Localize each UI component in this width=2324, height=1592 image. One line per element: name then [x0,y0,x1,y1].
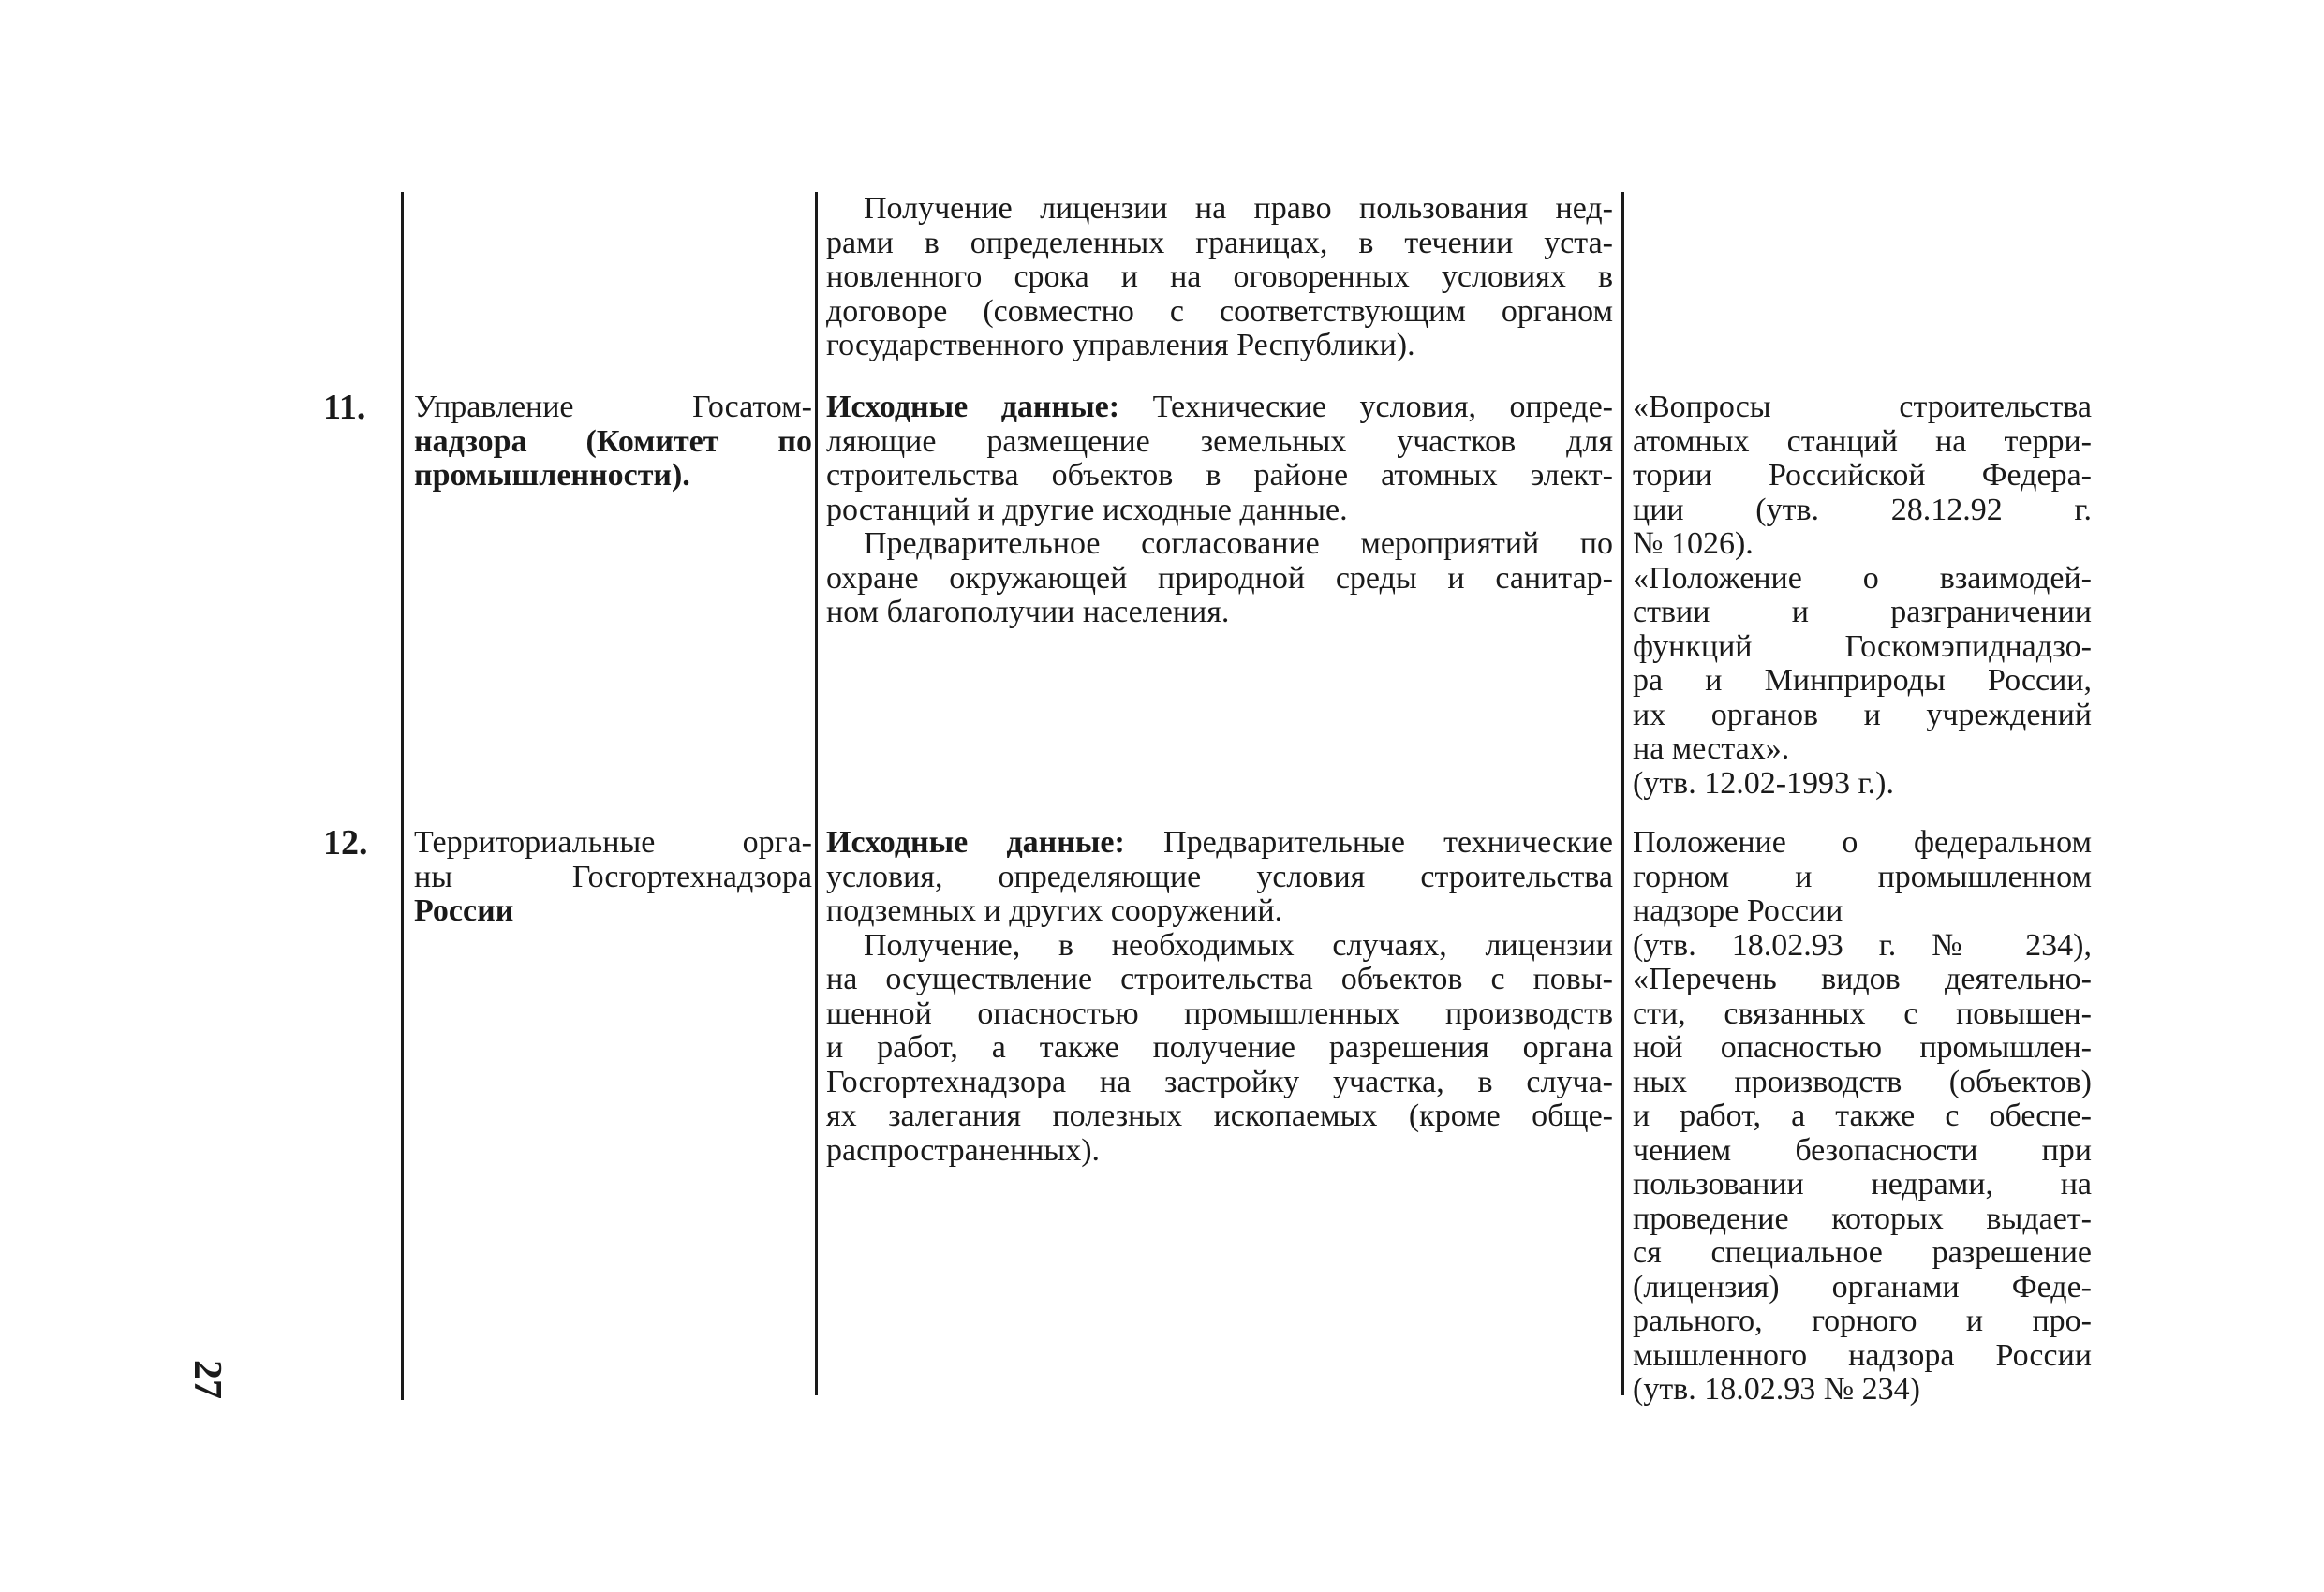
doc-line: пользовании недрами, на [1633,1167,2092,1201]
row-number: 11. [323,388,366,427]
doc-line: «Положение о взаимодей- [1633,560,2092,596]
organ-line: Управление Госатом- [414,390,812,424]
content-line [826,391,1613,425]
intro-paragraph [826,192,1613,363]
doc-line: их органов и учреждений [1633,697,2092,732]
doc-line: сти, связанных с повышен- [1633,995,2092,1031]
content-line: ном благополучии населения. [826,595,1230,629]
doc-line: № 1026). [1633,526,1754,561]
content-cell [826,391,1613,630]
column-rule-left [401,192,404,1400]
doc-line: «Перечень видов деятельно- [1633,962,2092,996]
doc-line: «Вопросы строительства [1633,390,2092,424]
row-number: 12. [323,823,368,862]
content-label: Исходные данные: [826,390,1120,424]
doc-line: (утв. 18.02.93 № 234) [1633,1372,1920,1407]
doc-line: ра и Минприроды России, [1633,663,2092,698]
doc-line: ся специальное разрешение [1633,1235,2092,1270]
doc-line: проведение которых выдает- [1633,1201,2092,1236]
content-line-text: Предварительные технические [1124,825,1613,860]
doc-line: ствии и разграничении [1633,595,2092,629]
organ-line: ны Госгортехнадзора [414,859,812,894]
organ-cell [414,826,812,929]
content-line: шенной опасностью промышленных производств [826,995,1613,1031]
doc-line: (утв. 18.02.93 г. № 234), [1633,927,2092,963]
page-number: 27 [185,1360,229,1399]
organ-line: России [414,893,514,928]
content-line: на осуществление строительства объектов с повы- [826,962,1613,996]
intro-line: новленного срока и на оговоренных условиях в [826,259,1613,294]
doc-line: атомных станций на терри- [1633,423,2092,459]
column-rule-middle [815,192,818,1395]
intro-line: рами в определенных границах, в течении уста- [826,225,1613,260]
doc-line: ции (утв. 28.12.92 г. [1633,492,2092,527]
content-line: строительства объектов в районе атомных элект- [826,458,1613,493]
doc-line: ных производств (объектов) [1633,1064,2092,1099]
doc-line: мышленного надзора России [1633,1337,2092,1373]
intro-line: Получение лицензии на право пользования нед- [864,191,1613,226]
doc-line: Положение о федеральном [1633,825,2092,860]
content-label: Исходные данные: [826,825,1125,860]
content-line: и работ, а также получение разрешения органа [826,1030,1613,1065]
intro-line: договоре (совместно с соответствующим органом [826,293,1613,329]
organ-line: Территориальные орга- [414,825,812,860]
intro-line: государственного управления Республики). [826,328,1415,362]
doc-line: (лицензия) органами Феде- [1633,1269,2092,1305]
doc-line: (утв. 12.02-1993 г.). [1633,765,1894,801]
content-line: подземных и других сооружений. [826,893,1283,928]
content-line: Получение, в необходимых случаях, лицензии [864,927,1613,963]
doc-line: рального, горного и про- [1633,1304,2092,1338]
doc-line: на местах». [1633,731,1790,766]
documents-cell [1633,391,2092,801]
content-line: охране окружающей природной среды и санитар- [826,560,1613,596]
content-line: ляющие размещение земельных участков для [826,423,1613,459]
organ-cell [414,391,812,494]
doc-line: тории Российской Федера- [1633,458,2092,493]
doc-line: чением безопасности при [1633,1132,2092,1168]
content-line: условия, определяющие условия строительства [826,859,1613,894]
content-line-text: Технические условия, опреде- [1119,390,1614,424]
content-cell [826,826,1613,1168]
doc-line: надзоре России [1633,893,1843,928]
content-line: Предварительное согласование мероприятий по [864,526,1613,561]
documents-cell [1633,826,2092,1408]
content-line: ях залегания полезных ископаемых (кроме обще- [826,1098,1613,1133]
content-line [826,826,1613,861]
content-line: Госгортехнадзора на застройку участка, в случа- [826,1064,1613,1099]
doc-line: ной опасностью промышлен- [1633,1030,2092,1065]
doc-line: горном и промышленном [1633,859,2092,894]
doc-line: и работ, а также с обеспе- [1633,1098,2092,1133]
column-rule-right [1621,192,1624,1395]
organ-line: надзора (Комитет по [414,423,812,459]
content-line: ростанций и другие исходные данные. [826,492,1348,527]
organ-line: промышленности). [414,458,690,493]
doc-line: функций Госкомэпиднадзо- [1633,628,2092,664]
content-line: распространенных). [826,1132,1101,1168]
